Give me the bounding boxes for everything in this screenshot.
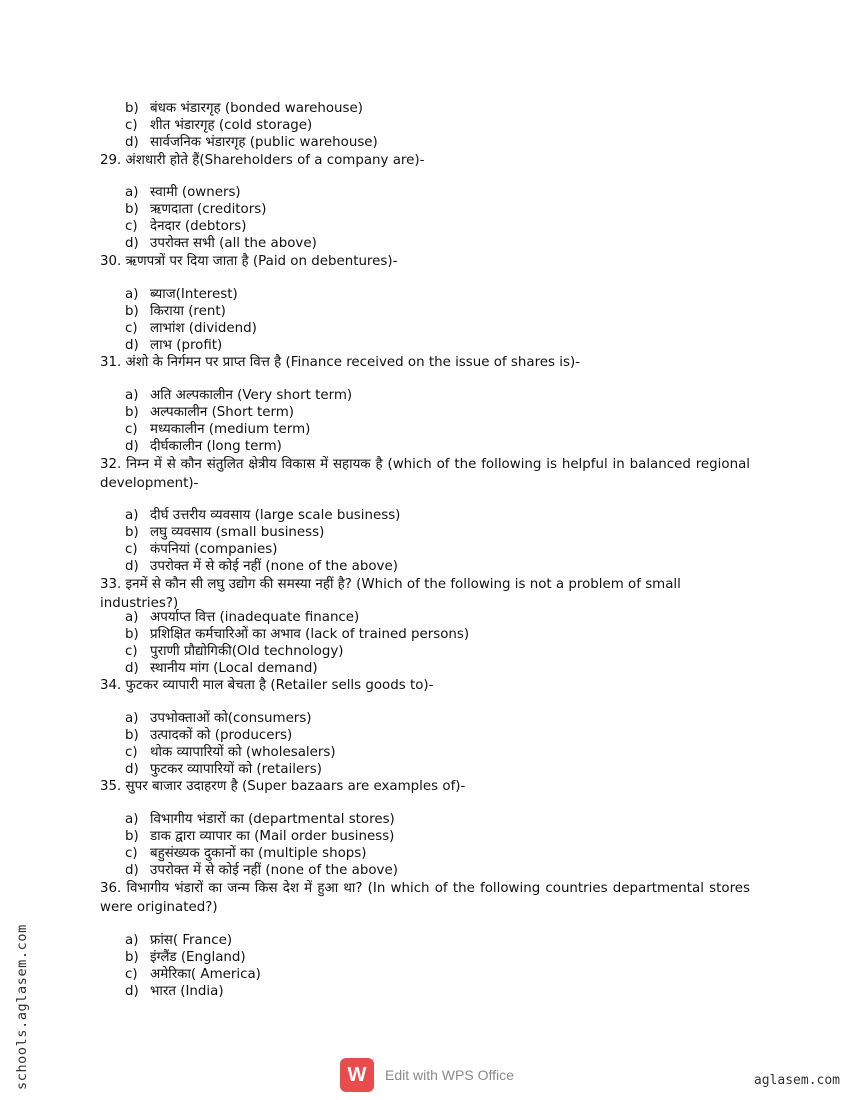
- q34-option-d: d) फुटकर व्यापारियों को (retailers): [125, 762, 322, 777]
- q35-question: 35. सुपर बाजार उदाहरण है (Super bazaars are examples of)-: [100, 779, 466, 794]
- q31-option-b: b) अल्पकालीन (Short term): [125, 405, 295, 420]
- q29-option-b: b) ऋणदाता (creditors): [125, 202, 267, 217]
- side-watermark: schools.aglasem.com: [14, 924, 30, 1090]
- wps-logo-icon: W: [340, 1058, 374, 1092]
- q33-question: 33. इनमें से कौन सी लघु उद्योग की समस्या नहीं है? (Which of the following is not a problem of small industries?): [100, 577, 681, 611]
- q34-question: 34. फुटकर व्यापारी माल बेचता है (Retailer sells goods to)-: [100, 678, 434, 693]
- q33-option-a: a) अपर्याप्त वित्त (inadequate finance): [125, 610, 360, 625]
- q30-option-c: c) लाभांश (dividend): [125, 321, 257, 336]
- q30-option-a: a) ब्याज(Interest): [125, 287, 238, 302]
- q35-option-c: c) बहुसंख्यक दुकानों का (multiple shops): [125, 846, 367, 861]
- q32-question: 32. निम्न में से कौन संतुलित क्षेत्रीय विकास में सहायक है (which of the following is helpful in balanced regional development)-: [100, 457, 750, 491]
- q34-option-b: b) उत्पादकों को (producers): [125, 728, 293, 743]
- q30-question: 30. ऋणपत्रों पर दिया जाता है (Paid on debentures)-: [100, 254, 398, 269]
- q36-option-b: b) इंग्लैंड (England): [125, 950, 246, 965]
- q29-option-a: a) स्वामी (owners): [125, 185, 241, 200]
- q31-option-a: a) अति अल्पकालीन (Very short term): [125, 388, 353, 403]
- q35-option-a: a) विभागीय भंडारों का (departmental stores): [125, 812, 395, 827]
- q32-option-a: a) दीर्घ उत्तरीय व्यवसाय (large scale business): [125, 508, 401, 523]
- q36-option-d: d) भारत (India): [125, 984, 224, 999]
- q28-option-d: d) सार्वजनिक भंडारगृह (public warehouse): [125, 135, 378, 150]
- q32-option-c: c) कंपनियां (companies): [125, 542, 278, 557]
- footer-site: aglasem.com: [753, 1073, 840, 1088]
- q30-option-b: b) किराया (rent): [125, 304, 226, 319]
- q34-option-c: c) थोक व्यापारियों को (wholesalers): [125, 745, 336, 760]
- q33-option-d: d) स्थानीय मांग (Local demand): [125, 661, 318, 676]
- wps-edit-badge[interactable]: [340, 1058, 514, 1092]
- q29-question: 29. अंशधारी होते हैं(Shareholders of a company are)-: [100, 153, 425, 168]
- q36-option-a: a) फ्रांस( France): [125, 933, 233, 948]
- q31-option-d: d) दीर्घकालीन (long term): [125, 439, 282, 454]
- q35-option-d: d) उपरोक्त में से कोई नहीं (none of the above): [125, 863, 398, 878]
- q28-option-c: c) शीत भंडारगृह (cold storage): [125, 118, 313, 133]
- q33-option-b: b) प्रशिक्षित कर्मचारिओं का अभाव (lack of trained persons): [125, 627, 470, 642]
- wps-edit-label: Edit with WPS Office: [385, 1067, 514, 1083]
- q29-option-c: c) देनदार (debtors): [125, 219, 247, 234]
- q30-option-d: d) लाभ (profit): [125, 338, 223, 353]
- q36-question: 36. विभागीय भंडारों का जन्म किस देश में हुआ था? (In which of the following countries departmental stores were originated?): [100, 881, 750, 915]
- q29-option-d: d) उपरोक्त सभी (all the above): [125, 236, 317, 251]
- q32-option-d: d) उपरोक्त में से कोई नहीं (none of the above): [125, 559, 398, 574]
- q31-option-c: c) मध्यकालीन (medium term): [125, 422, 311, 437]
- q33-option-c: c) पुराणी प्रौद्योगिकी(Old technology): [125, 644, 344, 659]
- q28-option-b: b) बंधक भंडारगृह (bonded warehouse): [125, 101, 363, 116]
- q32-option-b: b) लघु व्यवसाय (small business): [125, 525, 325, 540]
- q35-option-b: b) डाक द्वारा व्यापार का (Mail order business): [125, 829, 395, 844]
- q36-option-c: c) अमेरिका( America): [125, 967, 261, 982]
- q34-option-a: a) उपभोक्ताओं को(consumers): [125, 711, 312, 726]
- q31-question: 31. अंशो के निर्गमन पर प्राप्त वित्त है (Finance received on the issue of shares is)-: [100, 355, 581, 370]
